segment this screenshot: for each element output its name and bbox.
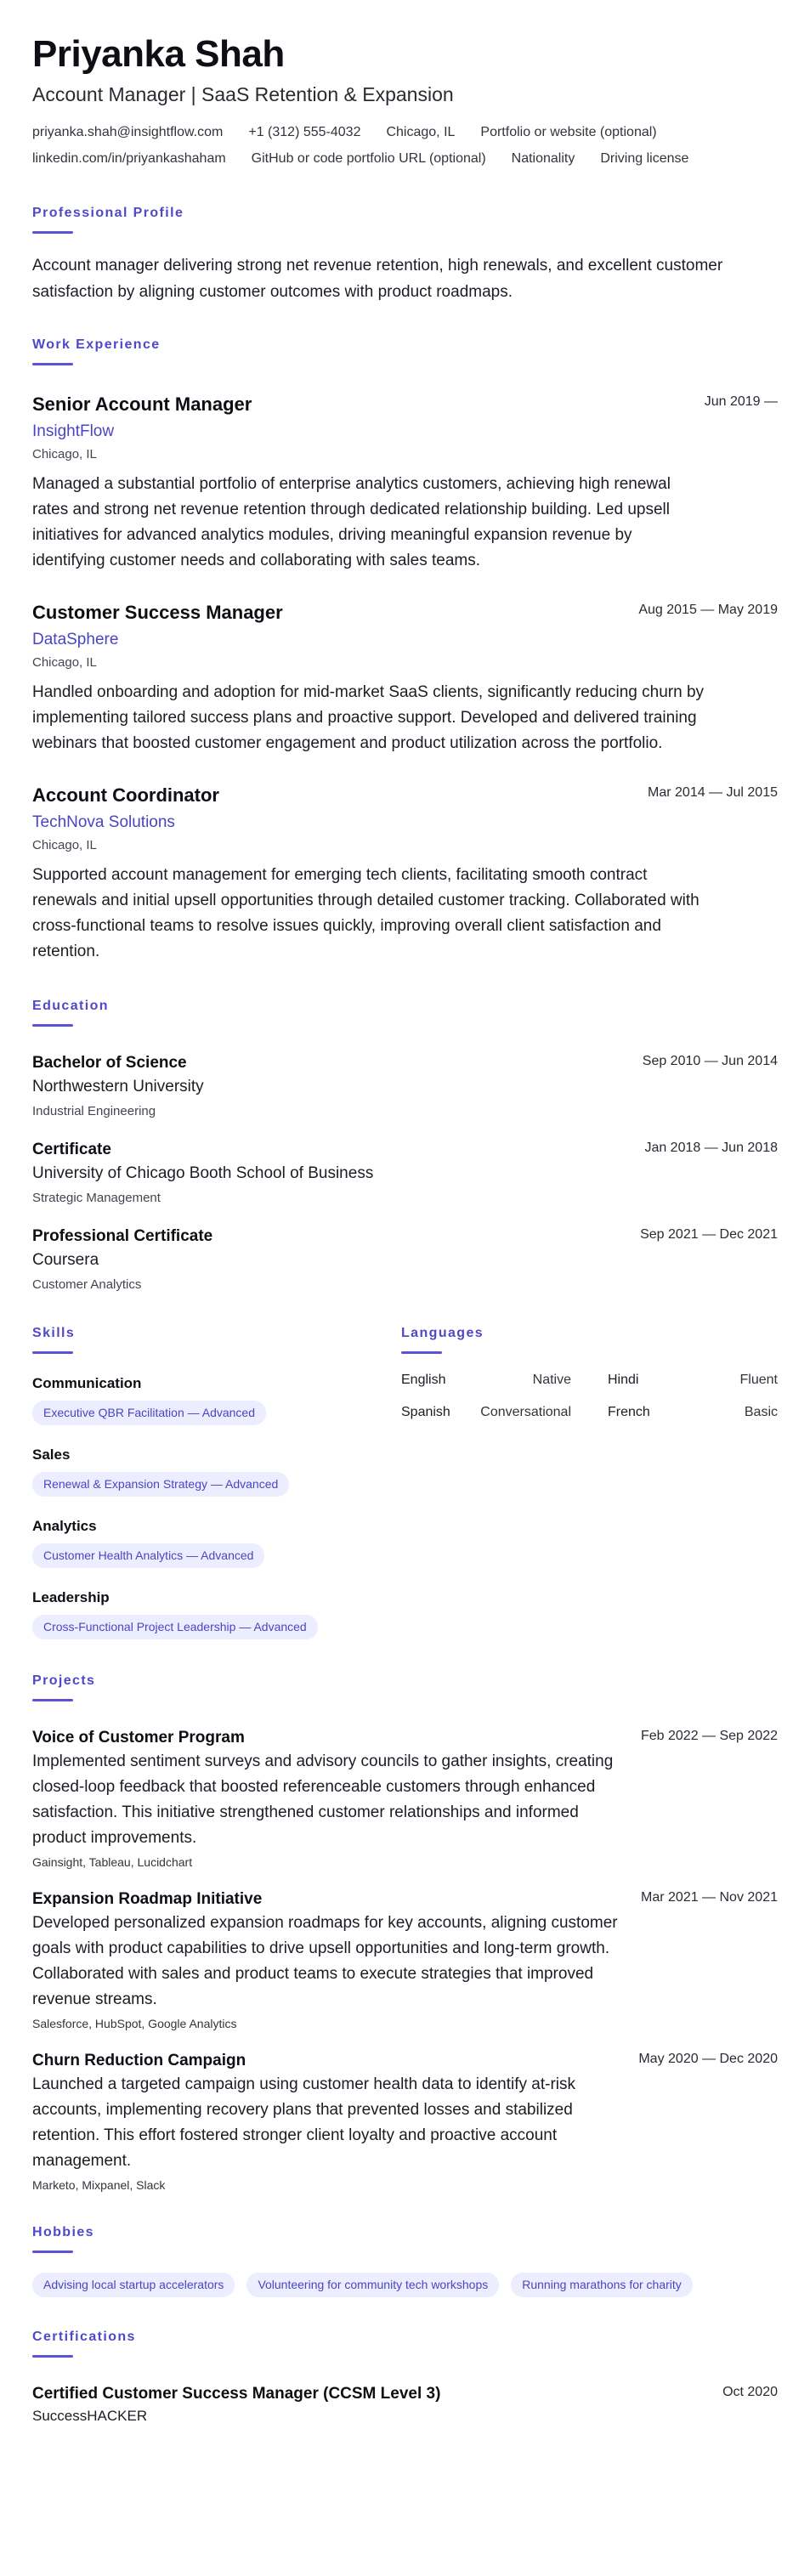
contact-list: [32, 124, 778, 177]
education-section: [32, 999, 778, 1294]
skills-section: [32, 1326, 401, 1639]
section-underline: [32, 1351, 73, 1354]
education-school: Northwestern University: [32, 1078, 204, 1096]
language-level: Native: [532, 1373, 571, 1387]
certifications-section: [32, 2330, 778, 2426]
education-date: Sep 2010 — Jun 2014: [642, 1054, 778, 1068]
job-title: Account Coordinator: [32, 784, 219, 806]
languages-section: [401, 1326, 778, 1639]
education-entry: [32, 1226, 778, 1294]
project-title: Expansion Roadmap Initiative: [32, 1890, 263, 1908]
experience-section: [32, 337, 778, 965]
skill-group: [32, 1517, 401, 1568]
section-title-languages: Languages: [401, 1326, 484, 1340]
project-description: Implemented sentiment surveys and advisory councils to gather insights, creating closed-loop feedback that boosted referenceable customers through enhanced satisfaction. This initiative strengthened customer relationships and informed product improvements.: [32, 1752, 614, 1847]
skill-category: Leadership: [32, 1589, 110, 1605]
skill-category: Communication: [32, 1375, 142, 1391]
language-name: French: [608, 1405, 650, 1419]
job-date: Mar 2014 — Jul 2015: [648, 785, 778, 800]
contact-linkedin[interactable]: linkedin.com/in/priyankashaham: [32, 151, 226, 166]
job-company: InsightFlow: [32, 422, 115, 440]
job-description: Managed a substantial portfolio of enterprise analytics customers, achieving high renewal rates and strong net revenue retention through dedicated relationship building. Led upsell initiatives for advanced analytics modules, driving meaningful expansion revenue by identifying customer needs and collaborating with sales teams.: [32, 475, 671, 569]
job-entry: [32, 784, 778, 965]
education-degree: Professional Certificate: [32, 1227, 213, 1245]
section-underline: [32, 1699, 73, 1701]
skill-group: [32, 1588, 401, 1639]
skill-chip: Renewal & Expansion Strategy — Advanced: [32, 1472, 289, 1497]
section-underline: [32, 231, 73, 234]
project-entry: [32, 1727, 778, 1870]
certification-entry: [32, 2383, 778, 2426]
job-company: DataSphere: [32, 631, 119, 648]
skill-category: Analytics: [32, 1518, 97, 1534]
language-item: [608, 1373, 778, 1388]
job-entry: [32, 393, 778, 574]
languages-list: [401, 1373, 778, 1420]
language-name: Hindi: [608, 1373, 639, 1387]
education-school: University of Chicago Booth School of Business: [32, 1164, 374, 1182]
project-description: Developed personalized expansion roadmaps for key accounts, aligning customer goals with product capabilities to drive upsell opportunities and long-term growth. Collaborated with sales and product teams to execute strategies that improved revenue streams.: [32, 1914, 618, 2008]
contact-phone[interactable]: +1 (312) 555-4032: [248, 125, 361, 139]
project-title: Churn Reduction Campaign: [32, 2052, 246, 2069]
projects-section: [32, 1673, 778, 2193]
language-level: Basic: [744, 1405, 778, 1419]
project-date: Mar 2021 — Nov 2021: [641, 1890, 778, 1905]
education-entry: [32, 1052, 778, 1120]
profile-section: [32, 206, 778, 305]
languages-row: [401, 1405, 778, 1420]
skill-category: Sales: [32, 1447, 71, 1463]
skill-group: [32, 1446, 401, 1497]
project-title: Voice of Customer Program: [32, 1729, 245, 1747]
project-tools: Salesforce, HubSpot, Google Analytics: [32, 2017, 237, 2030]
education-entry: [32, 1139, 778, 1207]
section-title-hobbies: Hobbies: [32, 2225, 94, 2239]
section-underline: [401, 1351, 442, 1354]
hobbies-list: [32, 2265, 778, 2297]
job-company: TechNova Solutions: [32, 813, 175, 831]
certification-name: Certified Customer Success Manager (CCSM Level 3): [32, 2385, 441, 2403]
section-title-certifications: Certifications: [32, 2330, 136, 2344]
languages-row: [401, 1373, 778, 1388]
project-tools: Gainsight, Tableau, Lucidchart: [32, 1855, 193, 1869]
hobby-chip: Volunteering for community tech workshops: [246, 2273, 499, 2297]
job-location: Chicago, IL: [32, 447, 97, 461]
project-date: Feb 2022 — Sep 2022: [640, 1729, 778, 1743]
project-entry: [32, 2050, 778, 2193]
skill-chip: Cross-Functional Project Leadership — Advanced: [32, 1615, 318, 1639]
education-degree: Bachelor of Science: [32, 1054, 187, 1072]
candidate-headline: Account Manager | SaaS Retention & Expansion: [32, 83, 454, 105]
education-date: Jan 2018 — Jun 2018: [644, 1141, 778, 1155]
project-date: May 2020 — Dec 2020: [638, 2052, 778, 2066]
language-level: Conversational: [480, 1405, 571, 1419]
job-date: Aug 2015 — May 2019: [638, 603, 778, 617]
contact-location: Chicago, IL: [386, 125, 456, 139]
section-title-education: Education: [32, 999, 109, 1013]
job-entry: [32, 601, 778, 756]
education-field: Strategic Management: [32, 1191, 161, 1205]
language-item: [401, 1405, 571, 1420]
section-underline: [32, 2250, 73, 2253]
section-underline: [32, 363, 73, 365]
education-field: Industrial Engineering: [32, 1104, 156, 1118]
project-entry: [32, 1888, 778, 2031]
job-title: Customer Success Manager: [32, 602, 283, 623]
education-field: Customer Analytics: [32, 1277, 142, 1292]
job-description: Supported account management for emerging tech clients, facilitating smooth contract renewals and initial upsell opportunities through detailed customer tracking. Collaborated with cross-functional teams to resolve issues quickly, improving overall client satisfaction and retention.: [32, 866, 700, 960]
skill-chip: Executive QBR Facilitation — Advanced: [32, 1401, 266, 1425]
job-date: Jun 2019 —: [704, 394, 778, 409]
education-date: Sep 2021 — Dec 2021: [640, 1227, 778, 1242]
hobbies-section: [32, 2225, 778, 2297]
section-title-experience: Work Experience: [32, 337, 161, 352]
education-school: Coursera: [32, 1251, 99, 1269]
contact-portfolio[interactable]: Portfolio or website (optional): [480, 125, 657, 139]
resume-header: [32, 32, 778, 177]
certification-issuer: SuccessHACKER: [32, 2408, 148, 2424]
skill-chip: Customer Health Analytics — Advanced: [32, 1543, 264, 1568]
contact-github[interactable]: GitHub or code portfolio URL (optional): [251, 151, 486, 166]
contact-nationality: Nationality: [511, 151, 575, 166]
skills-languages-row: [32, 1326, 778, 1639]
language-name: Spanish: [401, 1405, 450, 1419]
section-title-skills: Skills: [32, 1326, 76, 1340]
certification-date: Oct 2020: [722, 2385, 778, 2399]
education-degree: Certificate: [32, 1141, 111, 1158]
section-underline: [32, 2355, 73, 2358]
profile-text: Account manager delivering strong net revenue retention, high renewals, and excellent customer satisfaction by aligning customer outcomes with product roadmaps.: [32, 257, 723, 301]
section-underline: [32, 1024, 73, 1027]
hobby-chip: Running marathons for charity: [511, 2273, 693, 2297]
language-item: [401, 1373, 571, 1388]
section-title-profile: Professional Profile: [32, 206, 184, 220]
language-item: [608, 1405, 778, 1420]
job-location: Chicago, IL: [32, 838, 97, 852]
project-description: Launched a targeted campaign using customer health data to identify at-risk accounts, implementing recovery plans that prevented losses and stabilized retention. This effort fostered stronger client loyalty and proactive account management.: [32, 2075, 575, 2170]
contact-driving-license: Driving license: [600, 151, 689, 166]
language-name: English: [401, 1373, 446, 1387]
hobby-chip: Advising local startup accelerators: [32, 2273, 235, 2297]
candidate-name: Priyanka Shah: [32, 33, 285, 75]
skill-group: [32, 1374, 401, 1425]
contact-email[interactable]: priyanka.shah@insightflow.com: [32, 125, 224, 139]
job-location: Chicago, IL: [32, 655, 97, 670]
project-tools: Marketo, Mixpanel, Slack: [32, 2178, 166, 2192]
section-title-projects: Projects: [32, 1673, 96, 1688]
job-title: Senior Account Manager: [32, 393, 252, 415]
language-level: Fluent: [739, 1373, 778, 1387]
job-description: Handled onboarding and adoption for mid-market SaaS clients, significantly reducing churn by implementing tailored success plans and proactive support. Developed and delivered training webinars that boosted customer engagement and product utilization across the portfolio.: [32, 683, 705, 752]
